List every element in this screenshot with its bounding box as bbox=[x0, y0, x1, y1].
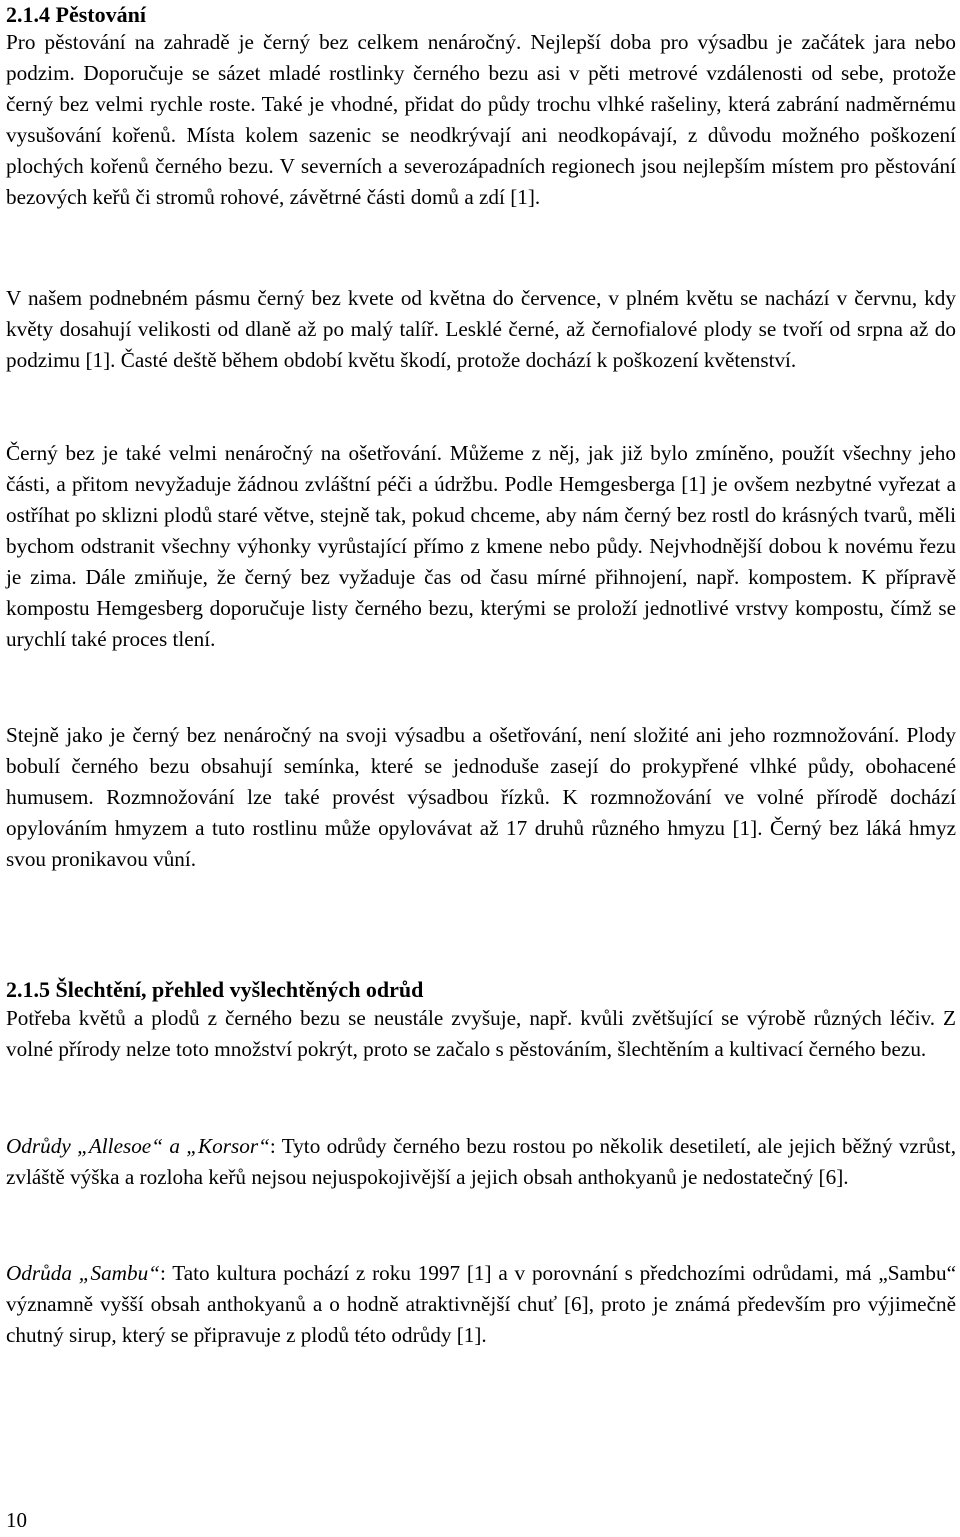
paragraph-planting: Pro pěstování na zahradě je černý bez celkem nenáročný. Nejlepší doba pro výsadbu je začátek jara nebo podzim. Doporučuje se sázet mladé rostlinky černého bezu asi v pěti metrové vzdálenosti od sebe, protože černý bez velmi rychle roste. Také je vhodné, přidat do půdy trochu vlhké rašeliny, která zabrání nadměrnému vysušování kořenů. Místa kolem sazenic se neodkrývají ani neodkopávají, z důvodu možného poškození plochých kořenů černého bezu. V severních a severozápadních regionech jsou nejlepším místem pro pěstování bezových keřů či stromů rohové, závětrné části domů a zdí [1]. bbox=[6, 30, 956, 209]
page-number: 10 bbox=[6, 1508, 27, 1532]
paragraph-propagation: Stejně jako je černý bez nenáročný na svoji výsadbu a ošetřování, není složité ani jeho rozmnožování. Plody bobulí černého bezu obsahují semínka, které se jednoduše zasejí do prokypřené vlhké půdy, obohacené humusem. Rozmnožování lze také provést výsadbou řízků. K rozmnožování ve volné přírodě dochází opylováním hmyzem a tuto rostlinu může opylovávat až 17 druhů různého hmyzu [1]. Černý bez láká hmyz svou pronikavou vůní. bbox=[6, 723, 956, 871]
paragraph-variety-sambu bbox=[6, 1258, 956, 1351]
variety-label-sambu: Odrůda „Sambu“ bbox=[6, 1261, 160, 1285]
variety-label-allesoe-korsor: Odrůdy „Allesoe“ a „Korsor“ bbox=[6, 1134, 270, 1158]
section-heading-cultivation: 2.1.4 Pěstování bbox=[6, 2, 146, 27]
paragraph-variety-allesoe-korsor bbox=[6, 1131, 956, 1193]
paragraph-care: Černý bez je také velmi nenáročný na ošetřování. Můžeme z něj, jak již bylo zmíněno, použít všechny jeho části, a přitom nevyžaduje žádnou zvláštní péči a údržbu. Podle Hemgesberga [1] je ovšem nezbytné vyřezat a ostříhat po sklizni plodů staré větve, stejně tak, pokud chceme, aby nám černý bez rostl do krásných tvarů, měli bychom odstranit všechny výhonky vyrůstající přímo z kmene nebo půdy. Nejvhodnější dobou k novému řezu je zima. Dále zmiňuje, že černý bez vyžaduje čas od času mírné přihnojení, např. kompostem. K přípravě kompostu Hemgesberg doporučuje listy černého bezu, kterými se proloží jednotlivé vrstvy kompostu, čímž se urychlí také proces tlení. bbox=[6, 441, 956, 651]
variety-text-sambu: : Tato kultura pochází z roku 1997 [1] a v porovnání s předchozími odrůdami, má „Sambu“ významně vyšší obsah anthokyanů a o hodně atraktivnější chuť [6], proto je známá především pro výjimečně chutný sirup, který se připravuje z plodů této odrůdy [1]. bbox=[6, 1261, 956, 1347]
variety-text-allesoe-korsor: : Tyto odrůdy černého bezu rostou po několik desetiletí, ale jejich běžný vzrůst, zvláště výška a rozloha keřů nejsou nejuspokojivější a jejich obsah anthokyanů je nedostatečný [6]. bbox=[6, 1134, 956, 1189]
paragraph-flowering: V našem podnebném pásmu černý bez kvete od května do července, v plném květu se nachází v červnu, kdy květy dosahují velikosti od dlaně až po malý talíř. Lesklé černé, až černofialové plody se tvoří od srpna až do podzimu [1]. Časté deště během období květu škodí, protože dochází k poškození květenství. bbox=[6, 286, 956, 372]
section-heading-breeding: 2.1.5 Šlechtění, přehled vyšlechtěných odrůd bbox=[6, 977, 424, 1002]
paragraph-breeding-intro: Potřeba květů a plodů z černého bezu se neustále zvyšuje, např. kvůli zvětšující se výrobě různých léčiv. Z volné přírody nelze toto množství pokrýt, proto se začalo s pěstováním, šlechtěním a kultivací černého bezu. bbox=[6, 1006, 956, 1061]
